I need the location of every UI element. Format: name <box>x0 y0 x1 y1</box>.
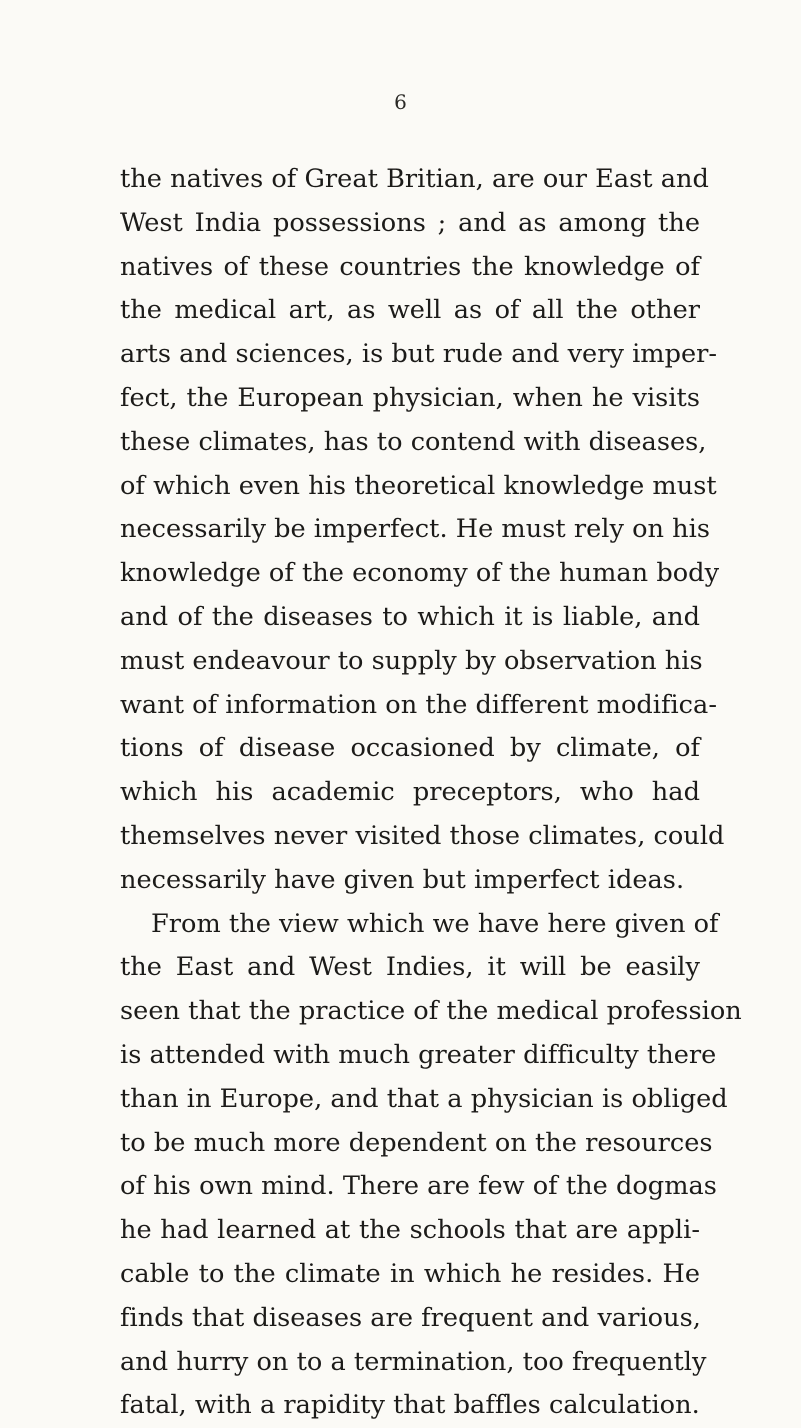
text-line: than in Europe, and that a physician is obliged <box>120 1083 728 1114</box>
text-line: necessarily be imperfect. He must rely on his <box>120 514 711 545</box>
text-line: want of information on the different modifica- <box>120 689 717 720</box>
text-line: fect, the European physician, when he visits <box>120 382 700 413</box>
text-line: to be much more dependent on the resources <box>120 1127 713 1158</box>
text-line: seen that the practice of the medical profession <box>120 996 742 1027</box>
text-line: knowledge of the economy of the human body <box>120 558 720 589</box>
text-line: necessarily have given but imperfect ideas. <box>120 864 685 895</box>
text-line: the natives of Great Britian, are our East and <box>120 164 709 194</box>
body-text <box>120 158 742 1428</box>
text-line: and of the diseases to which it is liable, and <box>120 601 700 632</box>
text-line: tions of disease occasioned by climate, of <box>120 733 700 764</box>
text-line: fatal, with a rapidity that baffles calculation. <box>120 1390 700 1421</box>
text-line: finds that diseases are frequent and various, <box>120 1302 701 1333</box>
text-line: and hurry on to a termination, too frequently <box>120 1346 707 1377</box>
text-line: cable to the climate in which he resides. He <box>120 1258 700 1289</box>
page-number: 6 <box>394 90 407 114</box>
text-line: natives of these countries the knowledge of <box>120 251 700 282</box>
text-line: West India possessions ; and as among the <box>120 207 700 238</box>
text-line: which his academic preceptors, who had <box>120 777 700 808</box>
text-line: arts and sciences, is but rude and very imper- <box>120 339 718 370</box>
text-line: of his own mind. There are few of the dogmas <box>120 1171 717 1202</box>
paragraph-start-line: From the view which we have here given of <box>151 908 719 939</box>
text-line: he had learned at the schools that are appli- <box>120 1215 700 1246</box>
text-line: these climates, has to contend with diseases, <box>120 426 707 457</box>
text-line: must endeavour to supply by observation his <box>120 645 703 676</box>
text-line: the East and West Indies, it will be easily <box>120 952 700 983</box>
text-line: is attended with much greater difficulty there <box>120 1039 717 1070</box>
text-line: of which even his theoretical knowledge must <box>120 470 717 501</box>
text-line: themselves never visited those climates, could <box>120 820 725 851</box>
text-line: the medical art, as well as of all the other <box>120 295 700 326</box>
